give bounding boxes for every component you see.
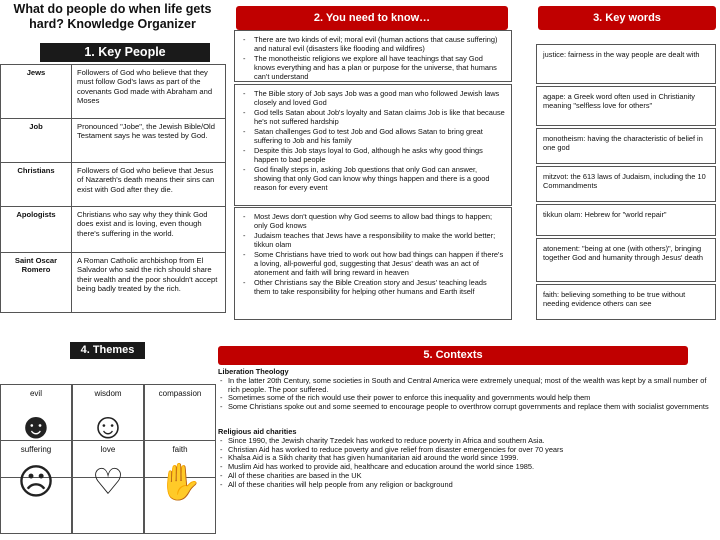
list-item: - All of these charities will help people from any religion or background (218, 481, 713, 490)
list-item: - Christian Aid has worked to reduce poverty and give relief from disaster emergencies for over 70 years (218, 446, 713, 455)
themes-heading: 4. Themes (70, 342, 145, 359)
list-item: - The Bible story of Job says Job was a good man who followed Jewish laws closely and loved God (241, 89, 505, 107)
theme-label: faith (172, 445, 188, 454)
list-item: - Some Christians have tried to work out how bad things can happen if there's a loving, all-powerful god, suggesting that Jesus' death was an act of atonement and faith will bring reward in heaven (241, 250, 505, 278)
person-term: Job (1, 119, 72, 163)
list-item: - Sometimes some of the rich would use their power to enforce this inequality and governments would help them (218, 394, 713, 403)
liberation-theology-heading: Liberation Theology (218, 367, 289, 376)
theme-label: suffering (20, 445, 52, 454)
need-to-know-job (234, 84, 512, 206)
table-row (1, 119, 226, 163)
person-term: Christians (1, 163, 72, 207)
key-people-table (0, 64, 226, 313)
theme-faith (144, 440, 216, 534)
person-definition: Followers of God who believe that they must follow God's laws as part of the covenants God made with Abraham and Moses (72, 65, 226, 119)
theme-suffering (0, 440, 72, 534)
list-item: - There are two kinds of evil; moral evil (human actions that cause suffering) and natural evil (disasters like flooding and wildfires) (241, 35, 505, 53)
person-definition: A Roman Catholic archbishop from El Salvador who said the rich should share their wealth and the poor shouldn't accept being badly treated by the rich. (72, 253, 226, 313)
devil-face-icon: ☻ (17, 405, 55, 446)
table-row (1, 163, 226, 207)
person-definition: Pronounced "Jobe", the Jewish Bible/Old Testament says he was tested by God. (72, 119, 226, 163)
list-item: - The monotheistic religions we explore all have teachings that say God knows everything and has a plan or purpose for the universe, that humans can't understand (241, 54, 505, 82)
list-item: - God tells Satan about Job's loyalty and Satan claims Job is like that because he's not suffered hardship (241, 108, 505, 126)
theme-label: evil (29, 389, 42, 398)
list-item: - Khalsa Aid is a Sikh charity that has given humanitarian aid around the world since 1999. (218, 454, 713, 463)
list-item: - Despite this Job stays loyal to God, although he asks why good things happen to bad people (241, 146, 505, 164)
theme-love (72, 440, 144, 534)
need-to-know-responses (234, 207, 512, 320)
list-item: - Other Christians say the Bible Creation story and Jesus' teaching leads them to take responsibility for helping other humans and Earth itself (241, 278, 505, 296)
table-row (1, 207, 226, 253)
person-definition: Followers of God who believe that Jesus of Nazareth's death means their sins can exist with God after they die. (72, 163, 226, 207)
aid-charities-heading: Religious aid charities (218, 426, 297, 436)
contexts-heading: 5. Contexts (218, 346, 688, 365)
list-item: - Some Christians spoke out and some seemed to encourage people to overthrow corrupt governments and replace them with socialist governments (218, 403, 713, 412)
page-title: What do people do when life gets hard? Knowledge Organizer (13, 2, 212, 31)
list-item: - All of these charities are based in the UK (218, 472, 713, 481)
yoda-icon: ☺ (89, 405, 127, 446)
theme-label: wisdom (94, 389, 122, 398)
theme-label: love (100, 445, 116, 454)
keyword-tikkun-olam: tikkun olam: Hebrew for "world repair" (536, 204, 716, 236)
table-row (1, 65, 226, 119)
list-item: - God finally steps in, asking Job questions that only God can answer, showing that only God can know why things happen and there is a good reason for every event (241, 165, 505, 193)
aid-charities-list (218, 437, 713, 490)
list-item: - Satan challenges God to test Job and God allows Satan to bring great suffering to Job and his family (241, 127, 505, 145)
list-item: - Since 1990, the Jewish charity Tzedek has worked to reduce poverty in Africa and southern Asia. (218, 437, 713, 446)
list-item: - In the latter 20th Century, some societies in South and Central America were extremely unequal; most of the wealth was kept by a small number of rich people. The poor suffered. (218, 377, 713, 395)
need-to-know-evil (234, 30, 512, 82)
person-definition: Christians who say why they think God does exist and is loving, even though there's suffering in the world. (72, 207, 226, 253)
table-row (1, 253, 226, 313)
praying-hands-icon: ✋ (157, 461, 203, 502)
need-to-know-heading: 2. You need to know… (236, 6, 508, 30)
person-term: Jews (1, 65, 72, 119)
person-term: Apologists (1, 207, 72, 253)
keyword-faith: faith: believing something to be true without needing evidence others can see (536, 284, 716, 320)
list-item: - Judaism teaches that Jews have a responsibility to make the world better; tikkun olam (241, 231, 505, 249)
contexts-body (218, 368, 713, 490)
keyword-monotheism: monotheism: having the characteristic of belief in one god (536, 128, 716, 164)
list-item: - Muslim Aid has worked to provide aid, healthcare and education around the world since 1985. (218, 463, 713, 472)
liberation-theology-list (218, 377, 713, 412)
keyword-agape: agape: a Greek word often used in Christianity meaning "selfless love for others" (536, 86, 716, 126)
crying-face-icon: ☹ (17, 461, 55, 502)
keyword-mitzvot: mitzvot: the 613 laws of Judaism, including the 10 Commandments (536, 166, 716, 202)
heart-icon: ♡ (91, 461, 125, 502)
person-term: Saint Oscar Romero (1, 253, 72, 313)
key-words-heading: 3. Key words (538, 6, 716, 30)
keyword-justice: justice: fairness in the way people are dealt with (536, 44, 716, 84)
list-item: - Most Jews don't question why God seems to allow bad things to happen; only God knows (241, 212, 505, 230)
key-people-heading: 1. Key People (40, 43, 210, 62)
keyword-atonement: atonement: "being at one (with others)", bringing together God and humanity through Jesus' death (536, 238, 716, 282)
theme-label: compassion (158, 389, 202, 398)
